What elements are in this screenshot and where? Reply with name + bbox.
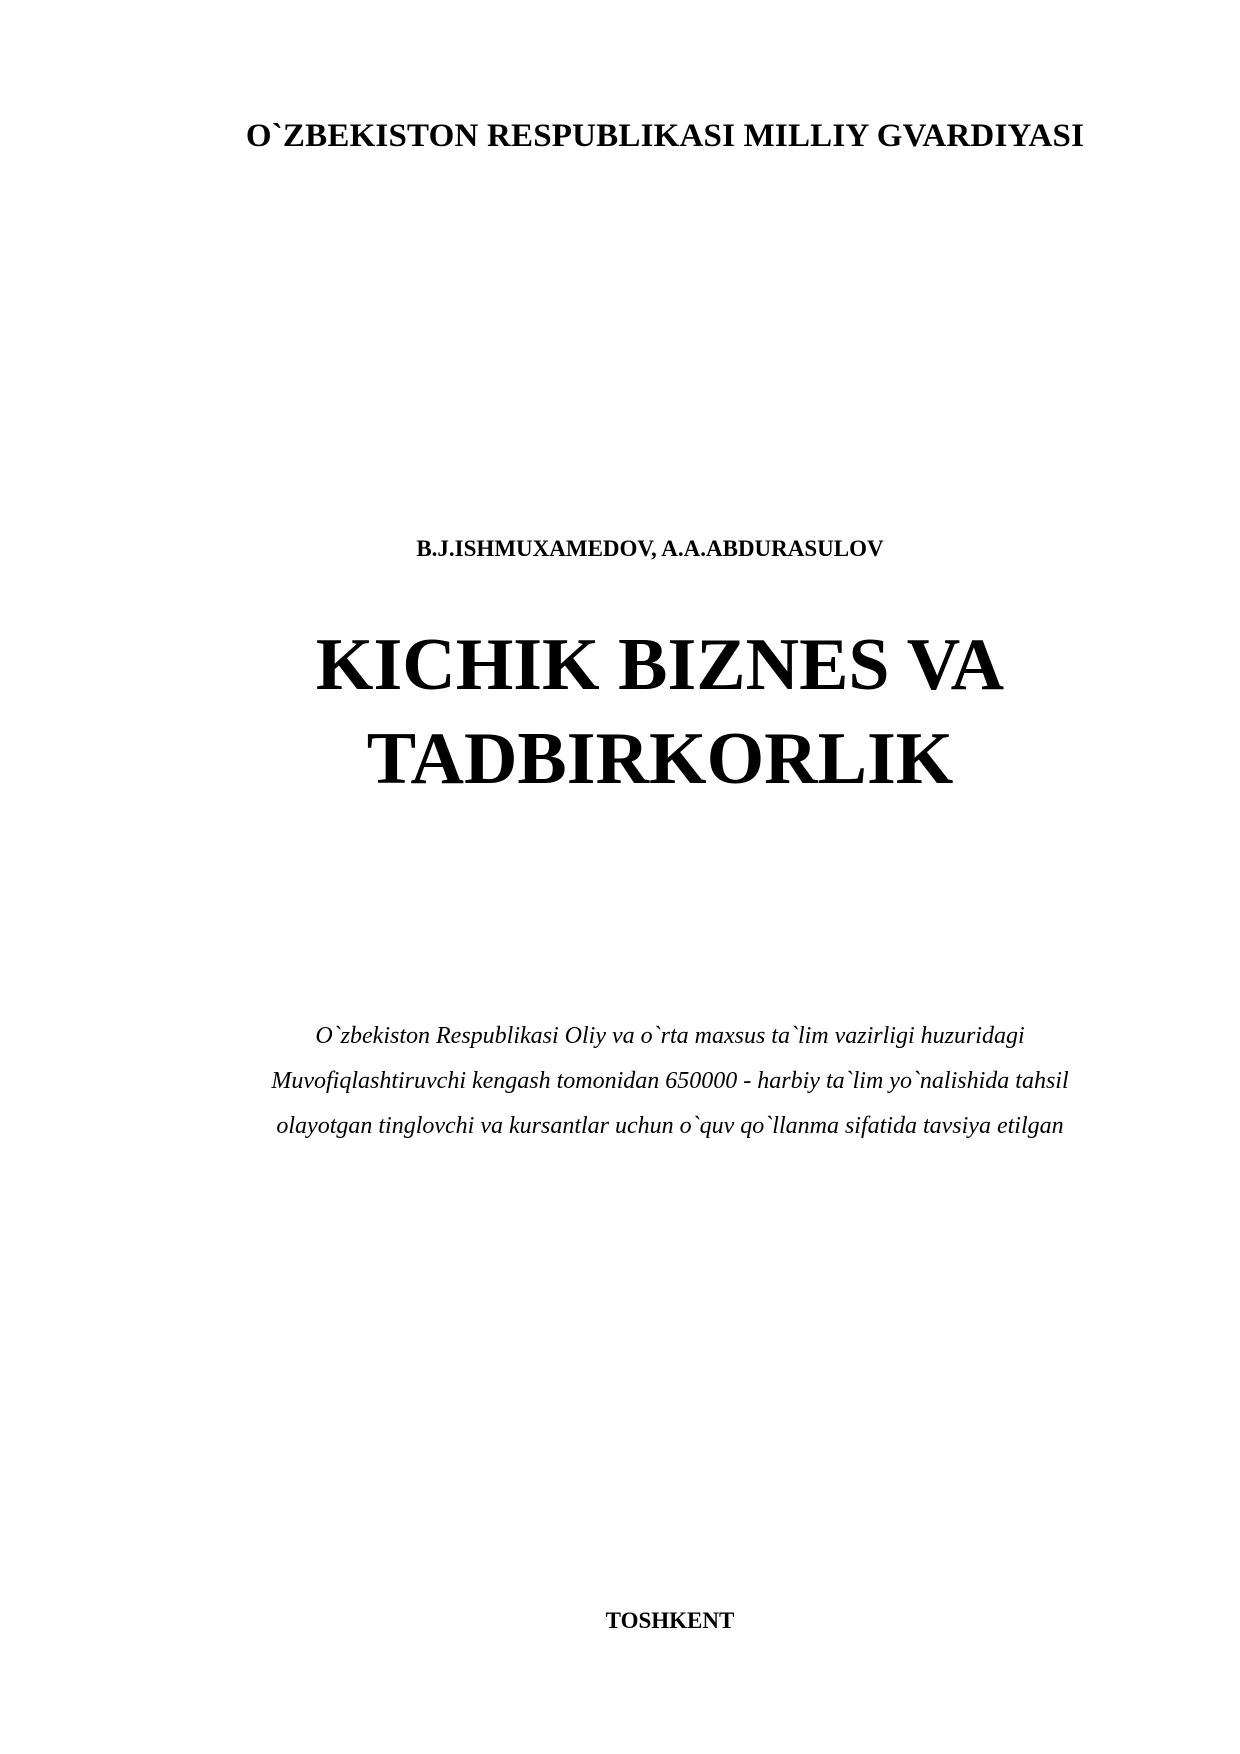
- book-title-line-1: KICHIK BIZNES VA: [315, 624, 1005, 706]
- publication-city: TOSHKENT: [605, 1608, 735, 1633]
- institution-heading: O`ZBEKISTON RESPUBLIKASI MILLIY GVARDIYASI: [245, 118, 1085, 154]
- recommendation-line-2: Muvofiqlashtiruvchi kengash tomonidan 650000 - harbiy ta`lim yo`nalishida tahsil: [271, 1068, 1069, 1094]
- authors: B.J.ISHMUXAMEDOV, A.A.ABDURASULOV: [416, 536, 884, 561]
- recommendation-note: [150, 1014, 1190, 1149]
- book-title-line-2: TADBIRKORLIK: [366, 718, 954, 800]
- recommendation-line-1: O`zbekiston Respublikasi Oliy va o`rta maxsus ta`lim vazirligi huzuridagi: [315, 1023, 1025, 1049]
- book-title: [220, 618, 1100, 806]
- recommendation-line-3: olayotgan tinglovchi va kursantlar uchun o`quv qo`llanma sifatida tavsiya etilgan: [276, 1113, 1064, 1139]
